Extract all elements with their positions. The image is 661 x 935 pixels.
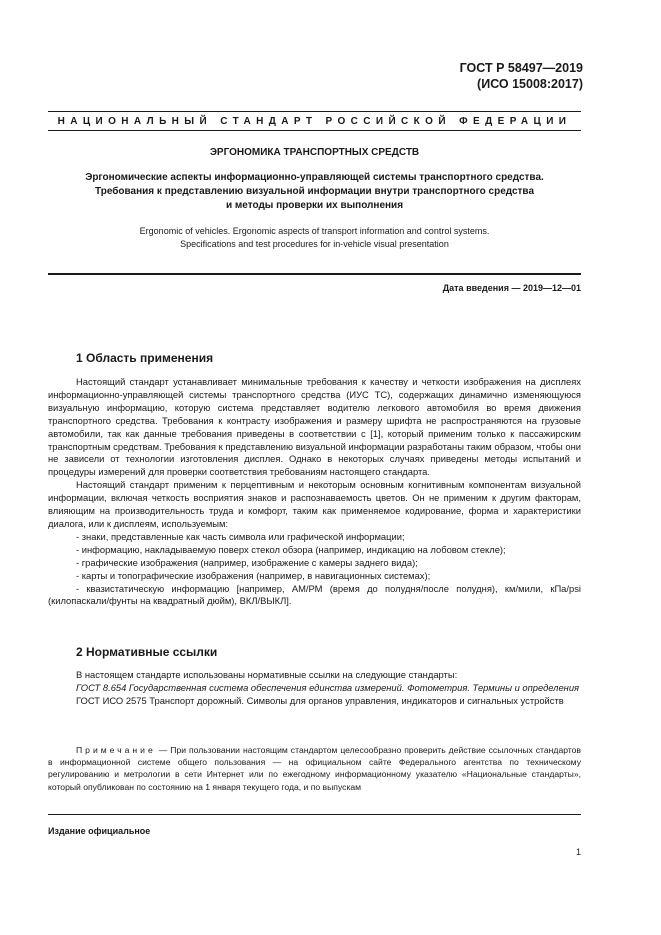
paragraph: Настоящий стандарт устанавливает минимальные требования к качеству и четкости изображения на дисплеях информационно-управляющей системы транспортного средства (ИУС ТС), содержащих динамично изменяющуюся визуальную информацию, которую система представляет водителю легкового автомобиля во время движения транспортного средства. Требования к контрасту изображения и размеру шрифта не распространяются на грузовые автомобили, так как данные требования приведены в соответствии с [1], который применим только к пассажирским транспортным средствам. Требования к представлению визуальной информации разработаны таким образом, чтобы они не зависели от технологии изготовления дисплея. Однако в некоторых случаях приведены методы испытаний и процедуры измерений для проверки соответствия требованиям настоящего стандарта.	[48, 376, 581, 478]
normative-reference: ГОСТ 8.654 Государственная система обеспечения единства измерений. Фотометрия. Термины и определения	[76, 681, 580, 693]
title-ru-line: Требования к представлению визуальной информации внутри транспортного средства	[94, 186, 535, 197]
title-ru-line: Эргономические аспекты информационно-управляющей системы транспортного средства.	[85, 172, 544, 183]
list-item: - карты и топографические изображения (например, в навигационных системах);	[76, 569, 431, 581]
footer-rule	[48, 814, 581, 815]
title-english	[48, 225, 581, 250]
official-edition-label: Издание официальное	[48, 826, 151, 836]
normative-reference: ГОСТ ИСО 2575 Транспорт дорожный. Символы для органов управления, индикаторов и сигнальных устройств	[76, 694, 564, 706]
gost-number: ГОСТ Р 58497—2019	[459, 61, 583, 75]
top-rule	[48, 111, 581, 112]
title-ru-line: и методы проверки их выполнения	[225, 200, 404, 211]
list-item: - знаки, представленные как часть символа или графической информации;	[76, 530, 405, 542]
banner-rule	[48, 130, 581, 131]
note-label: Примечание	[76, 745, 156, 755]
title-rule	[48, 273, 581, 275]
note	[48, 744, 581, 793]
note-text: — При пользовании настоящим стандартом целесообразно проверить действие ссылочных стандартов в информационной системе общего пользования — на официальном сайте Федерального агентства по техническому регулированию и метрологии в сети Интернет или по ежегодному информационному указателю «Национальные стандарты», который опубликован по состоянию на 1 января текущего года, и по выпускам	[48, 745, 581, 792]
iso-number: (ИСО 15008:2017)	[477, 77, 583, 91]
introduction-date: Дата введения — 2019—12—01	[442, 283, 581, 293]
gost-identifier	[460, 60, 583, 92]
subject-heading: ЭРГОНОМИКА ТРАНСПОРТНЫХ СРЕДСТВ	[209, 147, 420, 158]
title-russian	[48, 171, 581, 213]
page-number: 1	[575, 847, 581, 857]
list-item: - информацию, накладываемую поверх стекол обзора (например, индикацию на лобовом стекле);	[76, 543, 506, 555]
paragraph: Настоящий стандарт применим к перцептивным и некоторым основным когнитивным компонентам визуальной информации, включая четкость восприятия знаков и распознаваемость цветов. Он не применим к другим факторам, влияющим на производительность труда и комфорт, таким как применяемое кодирование, форма и характеристики диалога, или к дисплеям, используемым:	[48, 479, 581, 529]
title-en-line: Ergonomic of vehicles. Ergonomic aspects of transport information and control systems.	[139, 226, 490, 236]
national-standard-banner: НАЦИОНАЛЬНЫЙ СТАНДАРТ РОССИЙСКОЙ ФЕДЕРАЦИИ	[57, 116, 572, 127]
section-2-heading: 2 Нормативные ссылки	[76, 645, 218, 659]
section-1-heading: 1 Область применения	[76, 351, 214, 365]
list-item: - квазистатическую информацию [например, АМ/РМ (время до полудня/после полудня), км/мили, кПа/psi (килопаскали/фунты на квадратный дюйм), ВКЛ/ВЫКЛ].	[48, 582, 581, 607]
section-1-body	[48, 376, 581, 608]
section-2-body	[48, 669, 581, 708]
list-item: - графические изображения (например, изображение с камеры заднего вида);	[76, 556, 418, 568]
title-en-line: Specifications and test procedures for in-vehicle visual presentation	[180, 238, 449, 249]
paragraph: В настоящем стандарте использованы нормативные ссылки на следующие стандарты:	[76, 669, 458, 680]
